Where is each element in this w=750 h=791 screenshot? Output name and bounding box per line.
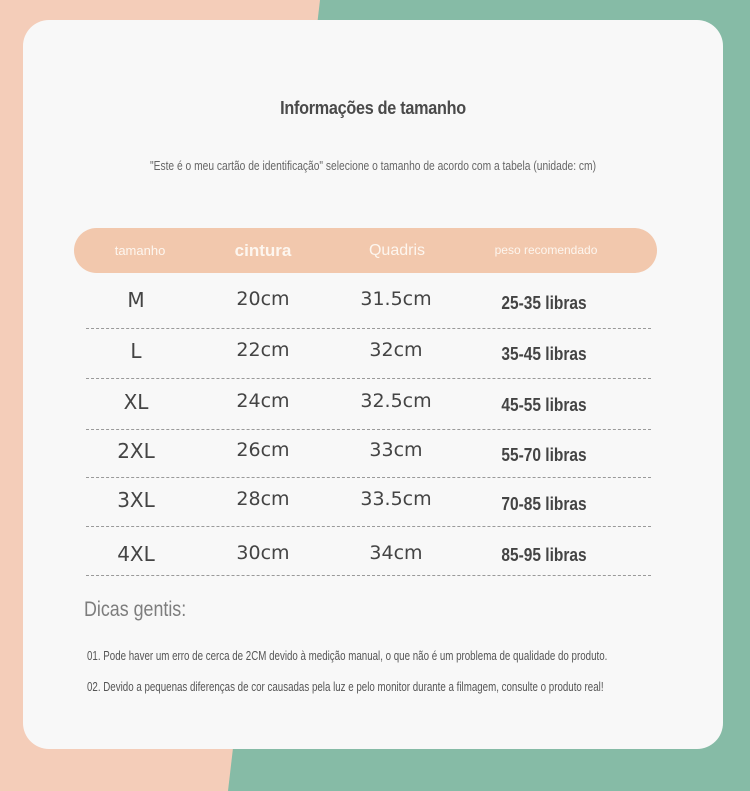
cell-hips: 34cm: [369, 542, 423, 564]
cell-size: 3XL: [117, 488, 155, 512]
header-waist: cintura: [234, 241, 292, 260]
cell-size: L: [130, 339, 142, 363]
subtitle: "Este é o meu cartão de identificação" selecione o tamanho de acordo com a tabela (unidade: cm): [149, 159, 597, 173]
table-row: [23, 339, 723, 389]
tips-title: Dicas gentis:: [84, 598, 187, 621]
cell-size: XL: [123, 390, 149, 414]
cell-waist: 28cm: [236, 488, 290, 510]
cell-waist: 24cm: [236, 390, 290, 412]
table-row: [23, 288, 723, 338]
header-hips: Quadris: [368, 242, 426, 259]
table-row: [23, 542, 723, 592]
table-row: [23, 488, 723, 538]
header-size: tamanho: [114, 243, 166, 258]
cell-waist: 20cm: [236, 288, 290, 310]
cell-waist: 30cm: [236, 542, 290, 564]
cell-hips: 31.5cm: [360, 288, 432, 310]
cell-weight: 70-85 libras: [501, 494, 587, 514]
cell-weight: 35-45 libras: [501, 344, 587, 364]
table-row: [23, 439, 723, 489]
cell-weight: 85-95 libras: [501, 545, 587, 565]
cell-hips: 32.5cm: [360, 390, 432, 412]
row-divider: [86, 328, 651, 329]
tip-item: 01. Pode haver um erro de cerca de 2CM devido à medição manual, o que não é um problema de qualidade do produto.: [87, 649, 608, 663]
cell-hips: 33.5cm: [360, 488, 432, 510]
row-divider: [86, 378, 651, 379]
page-title: Informações de tamanho: [280, 98, 466, 118]
row-divider: [86, 526, 651, 527]
cell-weight: 55-70 libras: [501, 445, 587, 465]
table-header: [74, 228, 657, 273]
cell-hips: 32cm: [369, 339, 423, 361]
cell-hips: 33cm: [369, 439, 423, 461]
tip-item: 02. Devido a pequenas diferenças de cor causadas pela luz e pelo monitor durante a filmagem, consulte o produto real!: [87, 680, 604, 694]
cell-weight: 25-35 libras: [501, 293, 587, 313]
table-row: [23, 390, 723, 440]
row-divider: [86, 429, 651, 430]
cell-weight: 45-55 libras: [501, 395, 587, 415]
cell-waist: 22cm: [236, 339, 290, 361]
cell-size: M: [127, 288, 145, 312]
cell-waist: 26cm: [236, 439, 290, 461]
row-divider: [86, 575, 651, 576]
cell-size: 2XL: [117, 439, 155, 463]
cell-size: 4XL: [117, 542, 155, 566]
size-info-card: [23, 20, 723, 749]
row-divider: [86, 477, 651, 478]
header-weight: peso recomendado: [494, 243, 598, 257]
